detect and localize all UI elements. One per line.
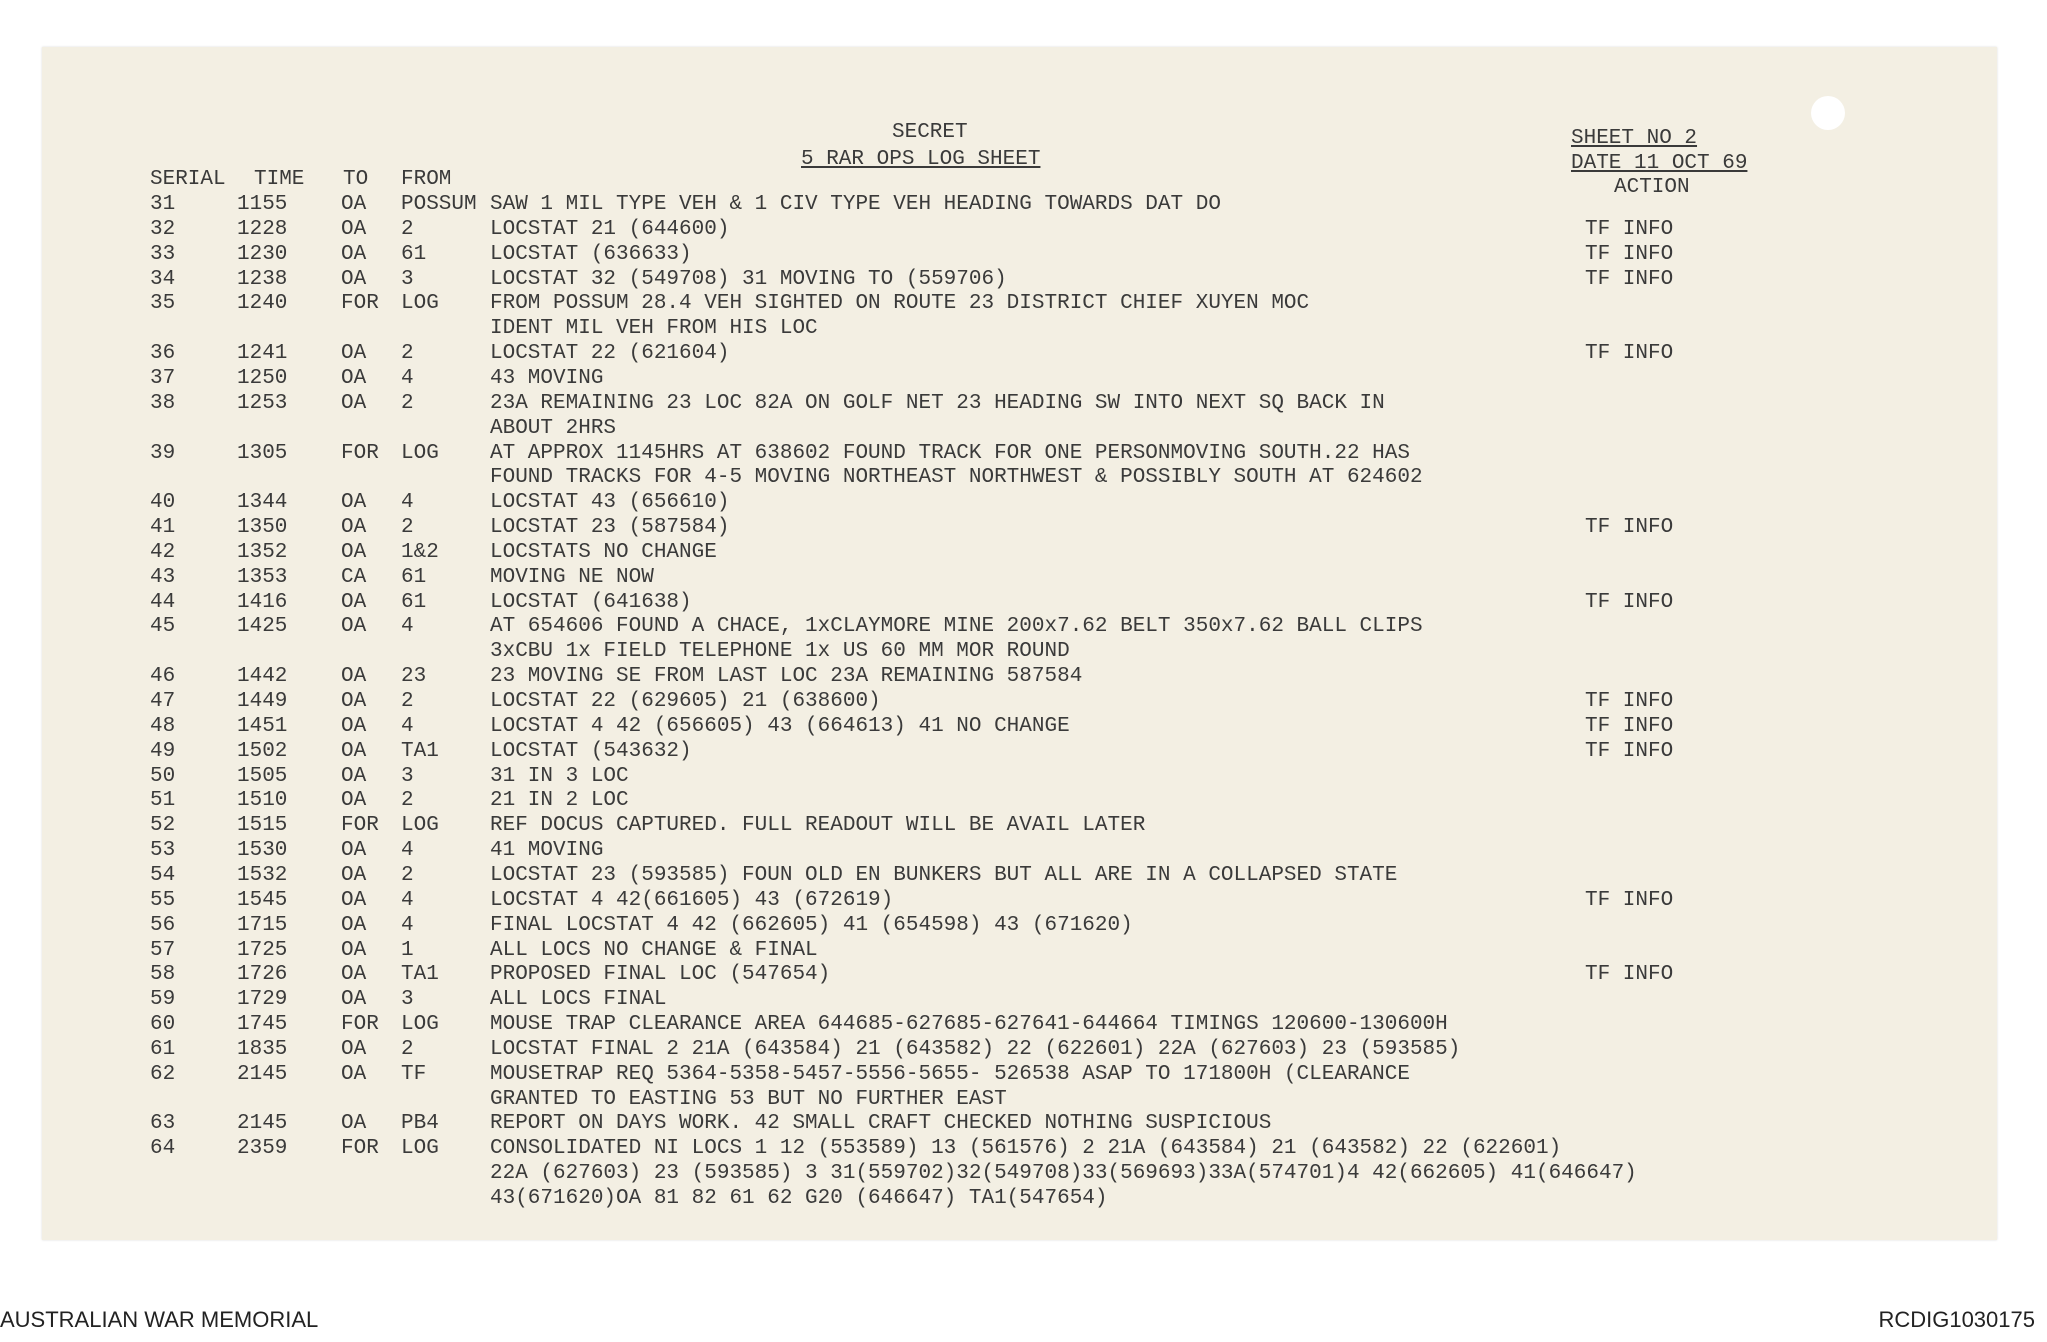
serial-cell: 45: [150, 615, 176, 639]
serial-column-header: SERIAL: [150, 168, 226, 191]
log-row: [0, 889, 2047, 913]
from-cell: TA1: [401, 739, 439, 763]
log-row: [0, 466, 2047, 490]
message-cell: AT APPROX 1145HRS AT 638602 FOUND TRACK FOR ONE PERSONMOVING SOUTH.22 HAS: [490, 441, 1410, 465]
classification-marking: SECRET: [892, 121, 968, 144]
to-cell: OA: [341, 764, 367, 788]
from-cell: 2: [401, 516, 414, 540]
serial-cell: 59: [150, 988, 176, 1012]
log-row: [0, 392, 2047, 416]
document-title: 5 RAR OPS LOG SHEET: [801, 148, 1041, 171]
serial-cell: 48: [150, 714, 176, 738]
message-cell: MOVING NE NOW: [490, 565, 654, 589]
to-cell: OA: [341, 217, 367, 241]
time-cell: 1745: [237, 1013, 288, 1037]
time-cell: 1502: [237, 739, 288, 763]
to-cell: OA: [341, 516, 367, 540]
to-cell: OA: [341, 615, 367, 639]
from-cell: 3: [401, 267, 414, 291]
log-row: [0, 814, 2047, 838]
action-cell: TF INFO: [1585, 690, 1674, 713]
log-row: [0, 1112, 2047, 1136]
time-cell: 1353: [237, 565, 288, 589]
time-cell: 1230: [237, 242, 288, 266]
time-cell: 1515: [237, 814, 288, 838]
time-cell: 1449: [237, 690, 288, 713]
message-cell: MOUSETRAP REQ 5364-5358-5457-5556-5655- 526538 ASAP TO 171800H (CLEARANCE: [490, 1062, 1410, 1086]
serial-cell: 31: [150, 193, 176, 216]
log-row: [0, 516, 2047, 540]
serial-cell: 40: [150, 491, 176, 515]
to-cell: OA: [341, 267, 367, 291]
message-cell: LOCSTAT 23 (587584): [490, 516, 730, 540]
message-cell: LOCSTAT 22 (621604): [490, 342, 730, 366]
serial-cell: 32: [150, 217, 176, 241]
serial-cell: 34: [150, 267, 176, 291]
log-row: [0, 914, 2047, 938]
message-cell: LOCSTAT 4 42 (656605) 43 (664613) 41 NO CHANGE: [490, 714, 1070, 738]
serial-cell: 49: [150, 739, 176, 763]
message-cell: ALL LOCS NO CHANGE & FINAL: [490, 938, 818, 962]
serial-cell: 33: [150, 242, 176, 266]
serial-cell: 61: [150, 1037, 176, 1061]
from-cell: 1&2: [401, 540, 439, 564]
to-cell: OA: [341, 863, 367, 887]
serial-cell: 55: [150, 888, 176, 912]
footer-document-id: RCDIG1030175: [1878, 1307, 2035, 1332]
from-cell: 61: [401, 565, 427, 589]
message-cell: 31 IN 3 LOC: [490, 764, 629, 788]
time-cell: 1238: [237, 267, 288, 291]
log-row: [0, 591, 2047, 615]
time-cell: 1505: [237, 764, 288, 788]
to-cell: OA: [341, 988, 367, 1012]
from-cell: 4: [401, 366, 414, 390]
message-cell: LOCSTAT (636633): [490, 242, 692, 266]
log-row: [0, 1187, 2047, 1211]
log-row: [0, 342, 2047, 366]
serial-cell: 58: [150, 963, 176, 987]
message-cell: SAW 1 MIL TYPE VEH & 1 CIV TYPE VEH HEADING TOWARDS DAT DO: [490, 193, 1221, 216]
time-cell: 1726: [237, 963, 288, 987]
serial-cell: 64: [150, 1137, 176, 1161]
action-cell: TF INFO: [1585, 516, 1674, 540]
time-column-header: TIME: [254, 168, 305, 191]
from-cell: POSSUM: [401, 193, 477, 216]
message-cell: LOCSTAT (543632): [490, 739, 692, 763]
log-row: [0, 839, 2047, 863]
to-cell: OA: [341, 491, 367, 515]
action-cell: TF INFO: [1585, 888, 1674, 912]
to-cell: OA: [341, 789, 367, 813]
time-cell: 1352: [237, 540, 288, 564]
message-cell: PROPOSED FINAL LOC (547654): [490, 963, 831, 987]
to-cell: FOR: [341, 814, 379, 838]
log-row: [0, 243, 2047, 267]
time-cell: 1729: [237, 988, 288, 1012]
time-cell: 1532: [237, 863, 288, 887]
action-cell: TF INFO: [1585, 217, 1674, 241]
to-cell: OA: [341, 342, 367, 366]
to-cell: OA: [341, 193, 367, 216]
log-row: [0, 939, 2047, 963]
serial-cell: 38: [150, 391, 176, 415]
from-cell: 1: [401, 938, 414, 962]
time-cell: 1510: [237, 789, 288, 813]
log-row: [0, 1137, 2047, 1161]
serial-cell: 42: [150, 540, 176, 564]
from-cell: LOG: [401, 814, 439, 838]
log-row: [0, 1088, 2047, 1112]
log-row: [0, 665, 2047, 689]
time-cell: 1253: [237, 391, 288, 415]
to-cell: OA: [341, 366, 367, 390]
time-cell: 2145: [237, 1062, 288, 1086]
message-cell: 3xCBU 1x FIELD TELEPHONE 1x US 60 MM MOR ROUND: [490, 640, 1070, 664]
serial-cell: 57: [150, 938, 176, 962]
to-cell: OA: [341, 1037, 367, 1061]
log-row: [0, 566, 2047, 590]
from-cell: 2: [401, 1037, 414, 1061]
message-cell: IDENT MIL VEH FROM HIS LOC: [490, 317, 818, 341]
from-cell: 4: [401, 888, 414, 912]
to-cell: OA: [341, 739, 367, 763]
log-row: [0, 963, 2047, 987]
from-cell: 4: [401, 491, 414, 515]
log-row: [0, 442, 2047, 466]
log-row: [0, 367, 2047, 391]
to-cell: OA: [341, 690, 367, 713]
action-cell: TF INFO: [1585, 714, 1674, 738]
time-cell: 1530: [237, 839, 288, 863]
log-row: [0, 1063, 2047, 1087]
to-cell: OA: [341, 665, 367, 689]
message-cell: 23 MOVING SE FROM LAST LOC 23A REMAINING 587584: [490, 665, 1083, 689]
log-row: [0, 1162, 2047, 1186]
to-cell: OA: [341, 1062, 367, 1086]
time-cell: 1451: [237, 714, 288, 738]
message-cell: FOUND TRACKS FOR 4-5 MOVING NORTHEAST NORTHWEST & POSSIBLY SOUTH AT 624602: [490, 466, 1423, 490]
time-cell: 1725: [237, 938, 288, 962]
message-cell: LOCSTAT 22 (629605) 21 (638600): [490, 690, 881, 713]
serial-cell: 63: [150, 1112, 176, 1136]
serial-cell: 36: [150, 342, 176, 366]
log-row: [0, 715, 2047, 739]
message-cell: 22A (627603) 23 (593585) 3 31(559702)32(549708)33(569693)33A(574701)4 42(662605) 41(646647): [490, 1162, 1637, 1186]
message-cell: GRANTED TO EASTING 53 BUT NO FURTHER EAST: [490, 1087, 1007, 1111]
message-cell: 43 MOVING: [490, 366, 604, 390]
message-cell: AT 654606 FOUND A CHACE, 1xCLAYMORE MINE 200x7.62 BELT 350x7.62 BALL CLIPS: [490, 615, 1423, 639]
time-cell: 2359: [237, 1137, 288, 1161]
log-row: [0, 541, 2047, 565]
sheet-date: DATE 11 OCT 69: [1571, 152, 1748, 175]
message-cell: ABOUT 2HRS: [490, 416, 617, 440]
message-cell: FINAL LOCSTAT 4 42 (662605) 41 (654598) 43 (671620): [490, 913, 1133, 937]
serial-cell: 60: [150, 1013, 176, 1037]
action-cell: TF INFO: [1585, 242, 1674, 266]
serial-cell: 37: [150, 366, 176, 390]
serial-cell: 50: [150, 764, 176, 788]
time-cell: 1835: [237, 1037, 288, 1061]
serial-cell: 54: [150, 863, 176, 887]
from-cell: LOG: [401, 441, 439, 465]
action-cell: TF INFO: [1585, 342, 1674, 366]
from-cell: 4: [401, 714, 414, 738]
from-cell: 61: [401, 242, 427, 266]
from-cell: 2: [401, 863, 414, 887]
log-row: [0, 193, 2047, 217]
serial-cell: 44: [150, 590, 176, 614]
message-cell: 43(671620)OA 81 82 61 62 G20 (646647) TA1(547654): [490, 1187, 1108, 1210]
to-cell: OA: [341, 242, 367, 266]
log-row: [0, 292, 2047, 316]
message-cell: ALL LOCS FINAL: [490, 988, 667, 1012]
time-cell: 1250: [237, 366, 288, 390]
log-row: [0, 491, 2047, 515]
log-row: [0, 417, 2047, 441]
log-row: [0, 690, 2047, 714]
log-row: [0, 218, 2047, 242]
from-cell: TF: [401, 1062, 427, 1086]
from-cell: 2: [401, 342, 414, 366]
time-cell: 1545: [237, 888, 288, 912]
to-cell: OA: [341, 1112, 367, 1136]
to-cell: CA: [341, 565, 367, 589]
log-row: [0, 988, 2047, 1012]
serial-cell: 51: [150, 789, 176, 813]
to-cell: OA: [341, 888, 367, 912]
punch-hole: [1811, 96, 1845, 130]
to-cell: OA: [341, 714, 367, 738]
log-row: [0, 765, 2047, 789]
log-row: [0, 789, 2047, 813]
from-cell: 4: [401, 615, 414, 639]
message-cell: LOCSTATS NO CHANGE: [490, 540, 717, 564]
message-cell: MOUSE TRAP CLEARANCE AREA 644685-627685-627641-644664 TIMINGS 120600-130600H: [490, 1013, 1448, 1037]
serial-cell: 39: [150, 441, 176, 465]
action-cell: TF INFO: [1585, 739, 1674, 763]
message-cell: CONSOLIDATED NI LOCS 1 12 (553589) 13 (561576) 2 21A (643584) 21 (643582) 22 (622601): [490, 1137, 1562, 1161]
message-cell: REPORT ON DAYS WORK. 42 SMALL CRAFT CHECKED NOTHING SUSPICIOUS: [490, 1112, 1272, 1136]
message-cell: 41 MOVING: [490, 839, 604, 863]
serial-cell: 43: [150, 565, 176, 589]
message-cell: LOCSTAT (641638): [490, 590, 692, 614]
from-cell: 2: [401, 789, 414, 813]
to-cell: FOR: [341, 1013, 379, 1037]
serial-cell: 46: [150, 665, 176, 689]
footer-archive-name: AUSTRALIAN WAR MEMORIAL: [0, 1307, 319, 1332]
from-column-header: FROM: [401, 168, 452, 191]
time-cell: 1715: [237, 913, 288, 937]
log-row: [0, 317, 2047, 341]
serial-cell: 35: [150, 292, 176, 316]
action-cell: TF INFO: [1585, 963, 1674, 987]
from-cell: 2: [401, 690, 414, 713]
to-cell: FOR: [341, 1137, 379, 1161]
serial-cell: 47: [150, 690, 176, 713]
from-cell: 4: [401, 913, 414, 937]
to-cell: OA: [341, 540, 367, 564]
from-cell: LOG: [401, 292, 439, 316]
from-cell: LOG: [401, 1137, 439, 1161]
action-cell: TF INFO: [1585, 267, 1674, 291]
time-cell: 1305: [237, 441, 288, 465]
message-cell: LOCSTAT 32 (549708) 31 MOVING TO (559706): [490, 267, 1007, 291]
serial-cell: 41: [150, 516, 176, 540]
to-cell: OA: [341, 913, 367, 937]
message-cell: LOCSTAT 23 (593585) FOUN OLD EN BUNKERS BUT ALL ARE IN A COLLAPSED STATE: [490, 863, 1398, 887]
from-cell: 4: [401, 839, 414, 863]
sheet-number: SHEET NO 2: [1571, 127, 1698, 150]
time-cell: 1228: [237, 217, 288, 241]
log-row: [0, 740, 2047, 764]
serial-cell: 52: [150, 814, 176, 838]
time-cell: 1241: [237, 342, 288, 366]
from-cell: 61: [401, 590, 427, 614]
message-cell: FROM POSSUM 28.4 VEH SIGHTED ON ROUTE 23 DISTRICT CHIEF XUYEN MOC: [490, 292, 1310, 316]
log-row: [0, 864, 2047, 888]
from-cell: TA1: [401, 963, 439, 987]
from-cell: PB4: [401, 1112, 439, 1136]
to-cell: OA: [341, 938, 367, 962]
serial-cell: 56: [150, 913, 176, 937]
message-cell: 21 IN 2 LOC: [490, 789, 629, 813]
column-header-row: [0, 168, 2047, 192]
message-cell: LOCSTAT 21 (644600): [490, 217, 730, 241]
from-cell: 23: [401, 665, 427, 689]
to-cell: OA: [341, 963, 367, 987]
action-column-header: ACTION: [1614, 176, 1690, 199]
time-cell: 1416: [237, 590, 288, 614]
from-cell: 3: [401, 764, 414, 788]
to-cell: OA: [341, 391, 367, 415]
message-cell: LOCSTAT 43 (656610): [490, 491, 730, 515]
log-row: [0, 268, 2047, 292]
log-row: [0, 615, 2047, 639]
time-cell: 1350: [237, 516, 288, 540]
log-row: [0, 1013, 2047, 1037]
message-cell: LOCSTAT FINAL 2 21A (643584) 21 (643582) 22 (622601) 22A (627603) 23 (593585): [490, 1037, 1461, 1061]
time-cell: 1344: [237, 491, 288, 515]
from-cell: 2: [401, 217, 414, 241]
time-cell: 1155: [237, 193, 288, 216]
time-cell: 2145: [237, 1112, 288, 1136]
time-cell: 1240: [237, 292, 288, 316]
message-cell: 23A REMAINING 23 LOC 82A ON GOLF NET 23 HEADING SW INTO NEXT SQ BACK IN: [490, 391, 1385, 415]
to-cell: OA: [341, 590, 367, 614]
log-row: [0, 1038, 2047, 1062]
to-column-header: TO: [343, 168, 369, 191]
time-cell: 1442: [237, 665, 288, 689]
message-cell: LOCSTAT 4 42(661605) 43 (672619): [490, 888, 894, 912]
action-cell: TF INFO: [1585, 590, 1674, 614]
to-cell: OA: [341, 839, 367, 863]
to-cell: FOR: [341, 441, 379, 465]
from-cell: 3: [401, 988, 414, 1012]
serial-cell: 62: [150, 1062, 176, 1086]
log-row: [0, 640, 2047, 664]
to-cell: FOR: [341, 292, 379, 316]
from-cell: LOG: [401, 1013, 439, 1037]
from-cell: 2: [401, 391, 414, 415]
message-cell: REF DOCUS CAPTURED. FULL READOUT WILL BE AVAIL LATER: [490, 814, 1146, 838]
serial-cell: 53: [150, 839, 176, 863]
time-cell: 1425: [237, 615, 288, 639]
